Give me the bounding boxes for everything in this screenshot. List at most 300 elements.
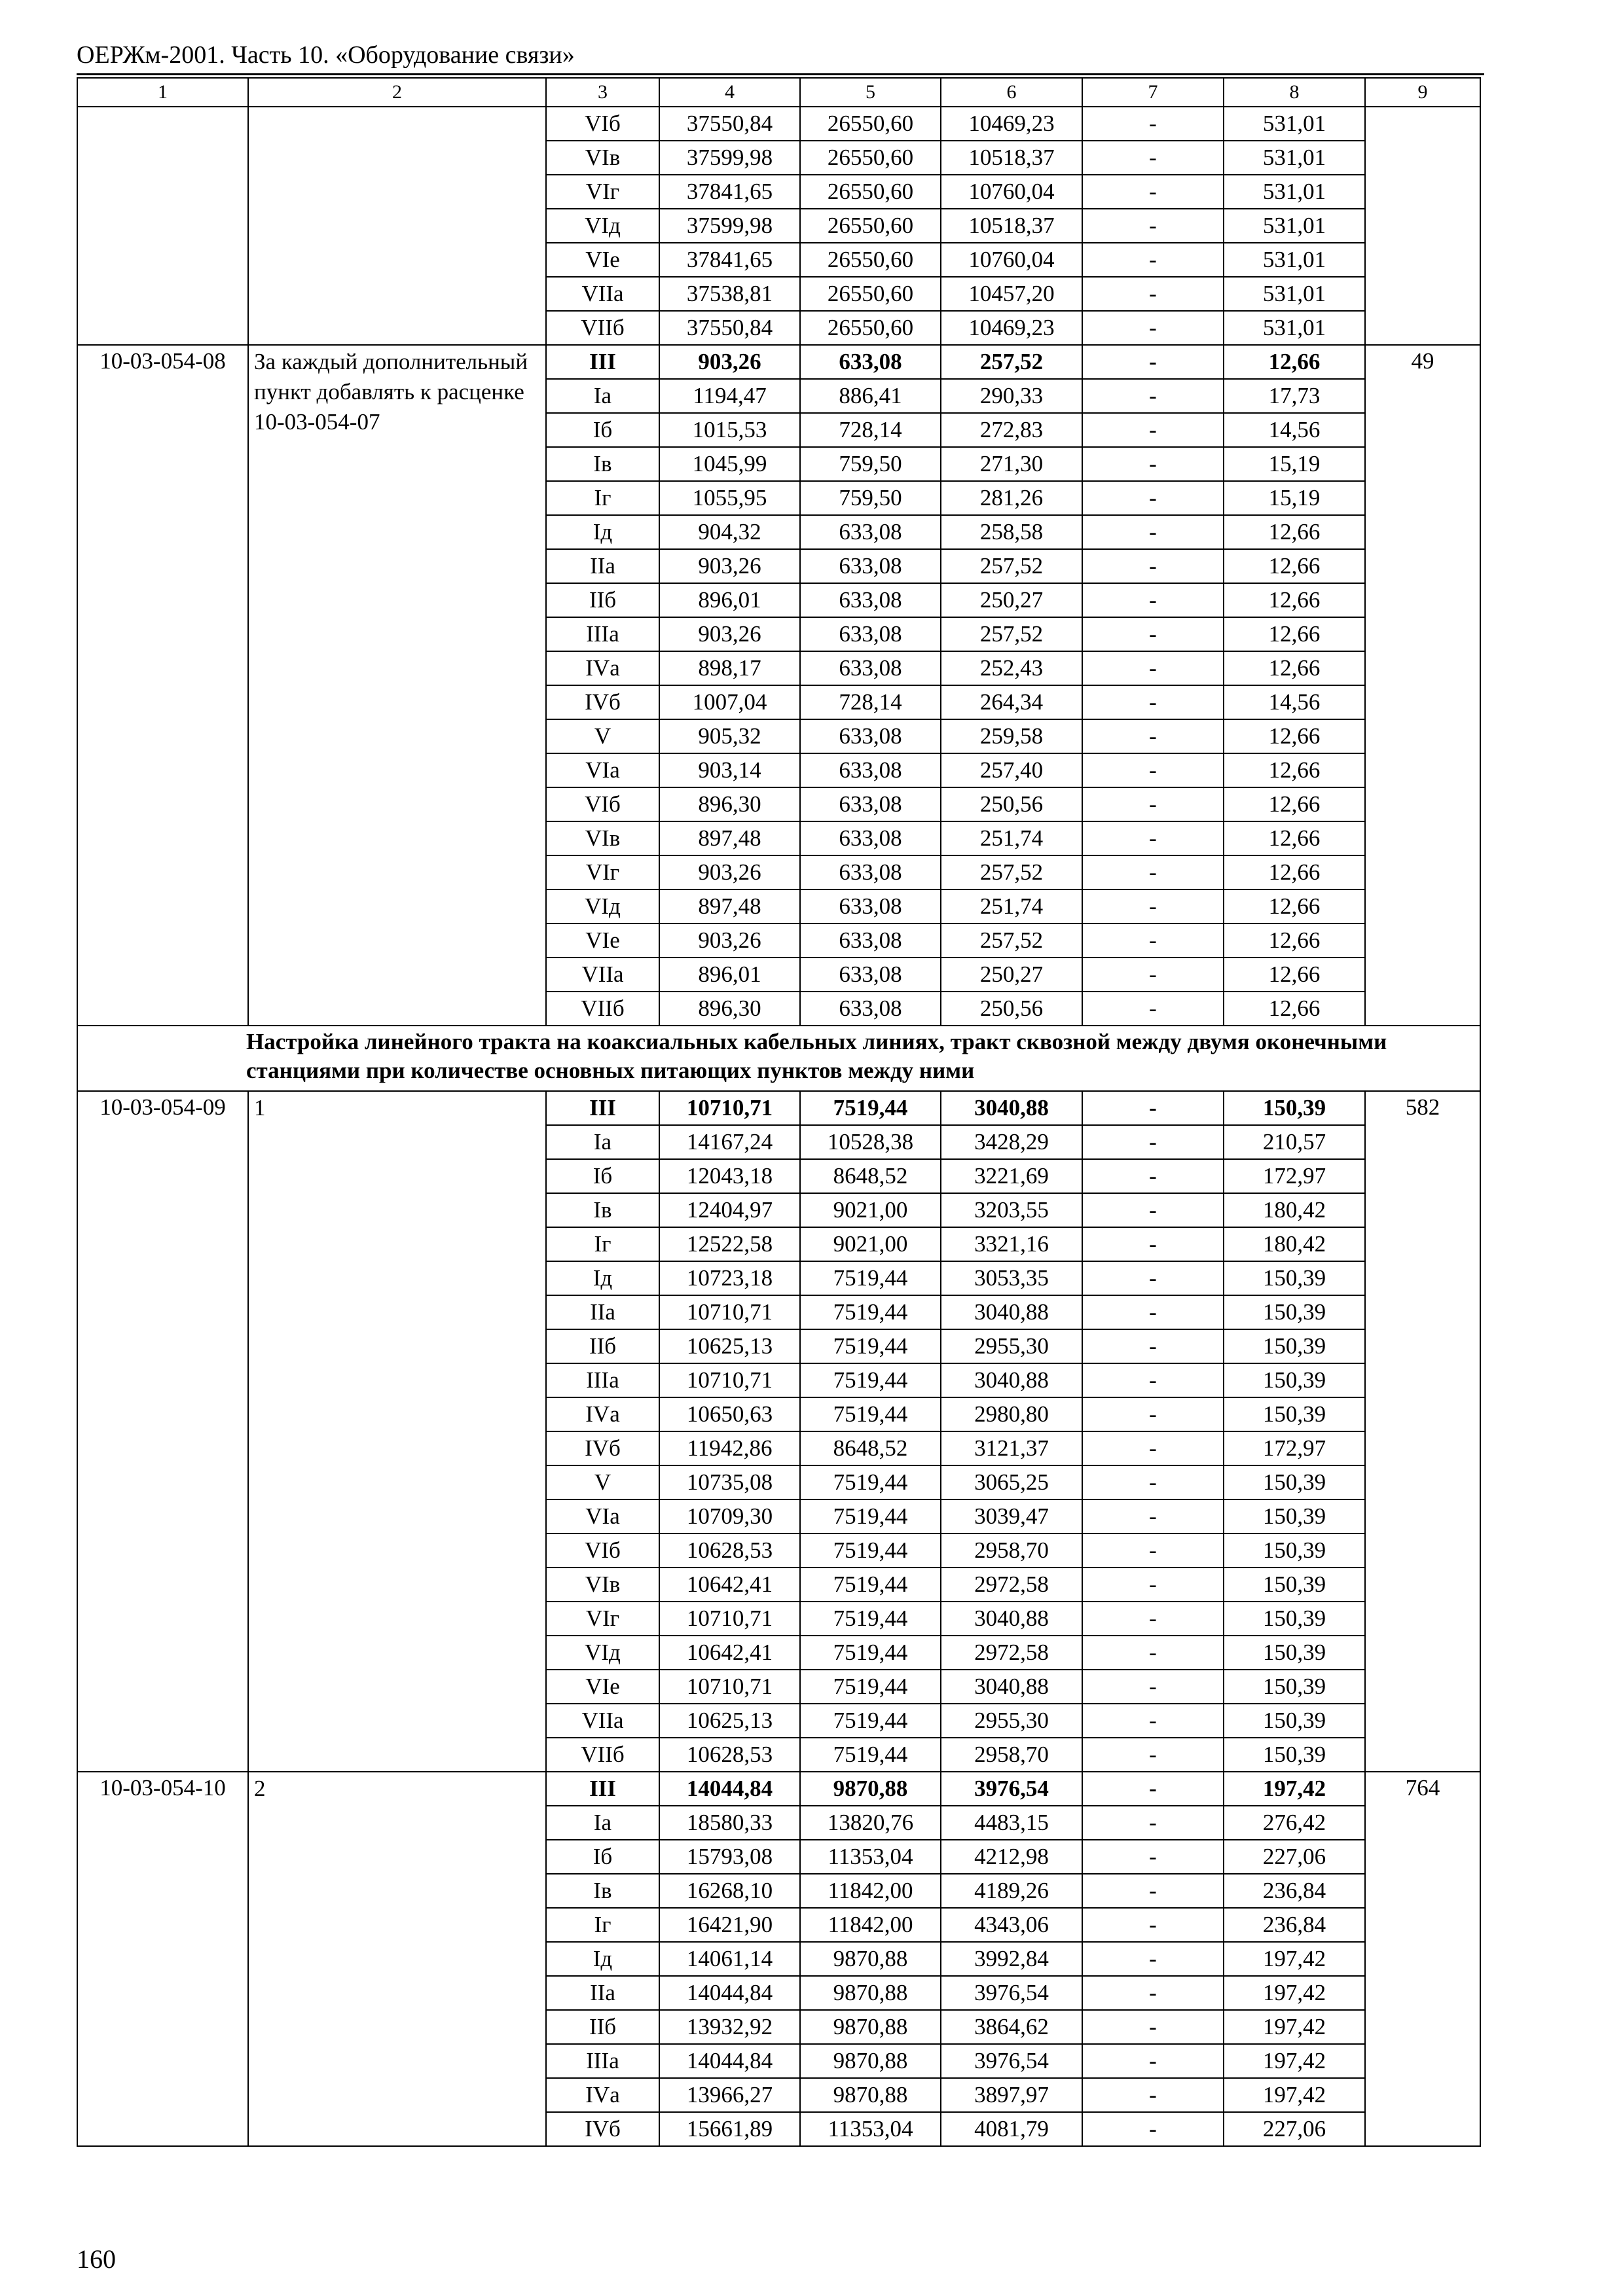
total-cost-cell: 903,26 — [659, 924, 800, 958]
region-code-cell: Iа — [546, 1125, 659, 1159]
region-code-cell: VIг — [546, 855, 659, 889]
machine-cost-cell: 3040,88 — [941, 1091, 1082, 1125]
materials-cell: 172,97 — [1224, 1159, 1365, 1193]
region-code-cell: III — [546, 345, 659, 379]
wages-cell: 13820,76 — [800, 1806, 941, 1840]
machine-cost-cell: 2980,80 — [941, 1397, 1082, 1431]
region-code-cell: Iб — [546, 413, 659, 447]
machine-cost-cell: 10518,37 — [941, 141, 1082, 175]
materials-cell: 15,19 — [1224, 447, 1365, 481]
machine-cost-cell: 250,56 — [941, 787, 1082, 821]
total-cost-cell: 1194,47 — [659, 379, 800, 413]
materials-cell: 150,39 — [1224, 1568, 1365, 1602]
incl-drivers-wage-cell: - — [1082, 958, 1224, 992]
region-code-cell: VIв — [546, 1568, 659, 1602]
rates-table — [77, 77, 1481, 2147]
region-code-cell: VIб — [546, 107, 659, 141]
wages-cell: 9870,88 — [800, 1772, 941, 1806]
machine-cost-cell: 4343,06 — [941, 1908, 1082, 1942]
region-code-cell: VIIб — [546, 1738, 659, 1772]
machine-cost-cell: 3428,29 — [941, 1125, 1082, 1159]
region-code-cell: VIа — [546, 753, 659, 787]
wages-cell: 7519,44 — [800, 1397, 941, 1431]
wages-cell: 26550,60 — [800, 175, 941, 209]
machine-cost-cell: 2955,30 — [941, 1329, 1082, 1363]
region-code-cell: VIв — [546, 821, 659, 855]
materials-cell: 14,56 — [1224, 413, 1365, 447]
total-cost-cell: 10710,71 — [659, 1670, 800, 1704]
wages-cell: 9870,88 — [800, 2010, 941, 2044]
description-cell: За каждый дополнительный пункт добавлять к расценке 10-03-054-07 — [248, 345, 546, 1026]
materials-cell: 150,39 — [1224, 1636, 1365, 1670]
col9-cell: 49 — [1365, 345, 1480, 1026]
wages-cell: 633,08 — [800, 821, 941, 855]
incl-drivers-wage-cell: - — [1082, 277, 1224, 311]
wages-cell: 759,50 — [800, 481, 941, 515]
total-cost-cell: 12404,97 — [659, 1193, 800, 1227]
incl-drivers-wage-cell: - — [1082, 1329, 1224, 1363]
region-code-cell: Iв — [546, 1874, 659, 1908]
wages-cell: 7519,44 — [800, 1534, 941, 1568]
materials-cell: 236,84 — [1224, 1874, 1365, 1908]
region-code-cell: IIб — [546, 583, 659, 617]
column-number-cell: 5 — [800, 78, 941, 107]
machine-cost-cell: 2958,70 — [941, 1738, 1082, 1772]
table-row — [77, 107, 1480, 141]
total-cost-cell: 18580,33 — [659, 1806, 800, 1840]
incl-drivers-wage-cell: - — [1082, 855, 1224, 889]
incl-drivers-wage-cell: - — [1082, 549, 1224, 583]
total-cost-cell: 896,01 — [659, 583, 800, 617]
materials-cell: 12,66 — [1224, 855, 1365, 889]
wages-cell: 7519,44 — [800, 1329, 941, 1363]
region-code-cell: IVб — [546, 2112, 659, 2146]
total-cost-cell: 10650,63 — [659, 1397, 800, 1431]
machine-cost-cell: 3864,62 — [941, 2010, 1082, 2044]
region-code-cell: IIб — [546, 2010, 659, 2044]
wages-cell: 8648,52 — [800, 1431, 941, 1465]
region-code-cell: VIе — [546, 243, 659, 277]
total-cost-cell: 10625,13 — [659, 1329, 800, 1363]
incl-drivers-wage-cell: - — [1082, 1431, 1224, 1465]
total-cost-cell: 10710,71 — [659, 1602, 800, 1636]
machine-cost-cell: 3065,25 — [941, 1465, 1082, 1499]
incl-drivers-wage-cell: - — [1082, 107, 1224, 141]
machine-cost-cell: 257,52 — [941, 617, 1082, 651]
total-cost-cell: 37599,98 — [659, 141, 800, 175]
materials-cell: 531,01 — [1224, 107, 1365, 141]
region-code-cell: VIIа — [546, 958, 659, 992]
total-cost-cell: 37841,65 — [659, 175, 800, 209]
incl-drivers-wage-cell: - — [1082, 1363, 1224, 1397]
wages-cell: 633,08 — [800, 549, 941, 583]
wages-cell: 9021,00 — [800, 1193, 941, 1227]
total-cost-cell: 14167,24 — [659, 1125, 800, 1159]
materials-cell: 12,66 — [1224, 651, 1365, 685]
region-code-cell: VIг — [546, 175, 659, 209]
total-cost-cell: 903,26 — [659, 617, 800, 651]
materials-cell: 12,66 — [1224, 583, 1365, 617]
region-code-cell: Iв — [546, 1193, 659, 1227]
incl-drivers-wage-cell: - — [1082, 1602, 1224, 1636]
machine-cost-cell: 4189,26 — [941, 1874, 1082, 1908]
wages-cell: 9021,00 — [800, 1227, 941, 1261]
incl-drivers-wage-cell: - — [1082, 1227, 1224, 1261]
machine-cost-cell: 2972,58 — [941, 1636, 1082, 1670]
wages-cell: 633,08 — [800, 992, 941, 1026]
incl-drivers-wage-cell: - — [1082, 2112, 1224, 2146]
column-number-cell: 3 — [546, 78, 659, 107]
materials-cell: 236,84 — [1224, 1908, 1365, 1942]
total-cost-cell: 13966,27 — [659, 2078, 800, 2112]
materials-cell: 150,39 — [1224, 1534, 1365, 1568]
region-code-cell: Iг — [546, 481, 659, 515]
incl-drivers-wage-cell: - — [1082, 1091, 1224, 1125]
machine-cost-cell: 3976,54 — [941, 2044, 1082, 2078]
incl-drivers-wage-cell: - — [1082, 1704, 1224, 1738]
region-code-cell: VIд — [546, 209, 659, 243]
description-cell — [248, 107, 546, 345]
incl-drivers-wage-cell: - — [1082, 1125, 1224, 1159]
wages-cell: 7519,44 — [800, 1636, 941, 1670]
incl-drivers-wage-cell: - — [1082, 1670, 1224, 1704]
incl-drivers-wage-cell: - — [1082, 1159, 1224, 1193]
incl-drivers-wage-cell: - — [1082, 617, 1224, 651]
total-cost-cell: 12522,58 — [659, 1227, 800, 1261]
machine-cost-cell: 252,43 — [941, 651, 1082, 685]
machine-cost-cell: 258,58 — [941, 515, 1082, 549]
materials-cell: 150,39 — [1224, 1261, 1365, 1295]
machine-cost-cell: 3121,37 — [941, 1431, 1082, 1465]
machine-cost-cell: 259,58 — [941, 719, 1082, 753]
page-number: 160 — [77, 2244, 116, 2274]
incl-drivers-wage-cell: - — [1082, 889, 1224, 924]
incl-drivers-wage-cell: - — [1082, 413, 1224, 447]
column-number-cell: 7 — [1082, 78, 1224, 107]
region-code-cell: IVа — [546, 651, 659, 685]
wages-cell: 8648,52 — [800, 1159, 941, 1193]
region-code-cell: VIб — [546, 787, 659, 821]
region-code-cell: IVа — [546, 1397, 659, 1431]
incl-drivers-wage-cell: - — [1082, 1908, 1224, 1942]
region-code-cell: Iд — [546, 1942, 659, 1976]
table-row — [77, 1091, 1480, 1125]
machine-cost-cell: 257,52 — [941, 345, 1082, 379]
total-cost-cell: 16421,90 — [659, 1908, 800, 1942]
machine-cost-cell: 10760,04 — [941, 243, 1082, 277]
code-cell — [77, 107, 248, 345]
total-cost-cell: 12043,18 — [659, 1159, 800, 1193]
wages-cell: 633,08 — [800, 753, 941, 787]
total-cost-cell: 903,14 — [659, 753, 800, 787]
region-code-cell: VIIб — [546, 992, 659, 1026]
total-cost-cell: 14044,84 — [659, 1772, 800, 1806]
region-code-cell: III — [546, 1772, 659, 1806]
machine-cost-cell: 3040,88 — [941, 1602, 1082, 1636]
total-cost-cell: 10628,53 — [659, 1738, 800, 1772]
total-cost-cell: 13932,92 — [659, 2010, 800, 2044]
column-number-cell: 2 — [248, 78, 546, 107]
materials-cell: 12,66 — [1224, 753, 1365, 787]
wages-cell: 26550,60 — [800, 107, 941, 141]
incl-drivers-wage-cell: - — [1082, 2044, 1224, 2078]
region-code-cell: IVб — [546, 1431, 659, 1465]
machine-cost-cell: 272,83 — [941, 413, 1082, 447]
machine-cost-cell: 3203,55 — [941, 1193, 1082, 1227]
total-cost-cell: 896,01 — [659, 958, 800, 992]
wages-cell: 7519,44 — [800, 1568, 941, 1602]
materials-cell: 531,01 — [1224, 141, 1365, 175]
incl-drivers-wage-cell: - — [1082, 175, 1224, 209]
wages-cell: 11842,00 — [800, 1874, 941, 1908]
materials-cell: 197,42 — [1224, 1976, 1365, 2010]
region-code-cell: IIа — [546, 1295, 659, 1329]
materials-cell: 197,42 — [1224, 1942, 1365, 1976]
total-cost-cell: 14061,14 — [659, 1942, 800, 1976]
machine-cost-cell: 257,40 — [941, 753, 1082, 787]
machine-cost-cell: 3976,54 — [941, 1772, 1082, 1806]
machine-cost-cell: 257,52 — [941, 855, 1082, 889]
materials-cell: 210,57 — [1224, 1125, 1365, 1159]
incl-drivers-wage-cell: - — [1082, 1465, 1224, 1499]
machine-cost-cell: 250,27 — [941, 583, 1082, 617]
incl-drivers-wage-cell: - — [1082, 719, 1224, 753]
table-row — [77, 345, 1480, 379]
incl-drivers-wage-cell: - — [1082, 1568, 1224, 1602]
section-title-row — [77, 1026, 1480, 1091]
incl-drivers-wage-cell: - — [1082, 345, 1224, 379]
wages-cell: 7519,44 — [800, 1295, 941, 1329]
wages-cell: 633,08 — [800, 515, 941, 549]
materials-cell: 150,39 — [1224, 1397, 1365, 1431]
incl-drivers-wage-cell: - — [1082, 1499, 1224, 1534]
total-cost-cell: 10710,71 — [659, 1363, 800, 1397]
total-cost-cell: 10625,13 — [659, 1704, 800, 1738]
code-cell: 10-03-054-09 — [77, 1091, 248, 1772]
total-cost-cell: 1055,95 — [659, 481, 800, 515]
machine-cost-cell: 2972,58 — [941, 1568, 1082, 1602]
materials-cell: 150,39 — [1224, 1465, 1365, 1499]
materials-cell: 531,01 — [1224, 175, 1365, 209]
region-code-cell: IIа — [546, 549, 659, 583]
wages-cell: 633,08 — [800, 889, 941, 924]
materials-cell: 12,66 — [1224, 924, 1365, 958]
wages-cell: 11842,00 — [800, 1908, 941, 1942]
region-code-cell: IVб — [546, 685, 659, 719]
region-code-cell: IIа — [546, 1976, 659, 2010]
materials-cell: 227,06 — [1224, 1840, 1365, 1874]
machine-cost-cell: 3040,88 — [941, 1670, 1082, 1704]
incl-drivers-wage-cell: - — [1082, 685, 1224, 719]
machine-cost-cell: 3040,88 — [941, 1363, 1082, 1397]
description-cell: 2 — [248, 1772, 546, 2146]
wages-cell: 633,08 — [800, 719, 941, 753]
wages-cell: 633,08 — [800, 855, 941, 889]
region-code-cell: Iд — [546, 1261, 659, 1295]
total-cost-cell: 897,48 — [659, 821, 800, 855]
machine-cost-cell: 2955,30 — [941, 1704, 1082, 1738]
machine-cost-cell: 10469,23 — [941, 107, 1082, 141]
region-code-cell: IIIа — [546, 617, 659, 651]
total-cost-cell: 1045,99 — [659, 447, 800, 481]
incl-drivers-wage-cell: - — [1082, 1806, 1224, 1840]
incl-drivers-wage-cell: - — [1082, 1772, 1224, 1806]
region-code-cell: IIб — [546, 1329, 659, 1363]
materials-cell: 197,42 — [1224, 2010, 1365, 2044]
table-row — [77, 1772, 1480, 1806]
machine-cost-cell: 251,74 — [941, 889, 1082, 924]
region-code-cell: III — [546, 1091, 659, 1125]
incl-drivers-wage-cell: - — [1082, 924, 1224, 958]
section-title: Настройка линейного тракта на коаксиальных кабельных линиях, тракт сквозной между двумя оконечными станциями при количестве основных питающих пунктов между ними — [77, 1026, 1480, 1091]
materials-cell: 531,01 — [1224, 311, 1365, 345]
materials-cell: 150,39 — [1224, 1738, 1365, 1772]
column-number-cell: 9 — [1365, 78, 1480, 107]
wages-cell: 26550,60 — [800, 243, 941, 277]
total-cost-cell: 10710,71 — [659, 1091, 800, 1125]
materials-cell: 531,01 — [1224, 209, 1365, 243]
materials-cell: 12,66 — [1224, 617, 1365, 651]
wages-cell: 633,08 — [800, 958, 941, 992]
incl-drivers-wage-cell: - — [1082, 1397, 1224, 1431]
region-code-cell: Iа — [546, 1806, 659, 1840]
materials-cell: 180,42 — [1224, 1193, 1365, 1227]
total-cost-cell: 10735,08 — [659, 1465, 800, 1499]
region-code-cell: V — [546, 1465, 659, 1499]
column-number-row — [77, 78, 1480, 107]
col9-cell: 764 — [1365, 1772, 1480, 2146]
incl-drivers-wage-cell: - — [1082, 1942, 1224, 1976]
machine-cost-cell: 281,26 — [941, 481, 1082, 515]
materials-cell: 12,66 — [1224, 958, 1365, 992]
materials-cell: 150,39 — [1224, 1329, 1365, 1363]
incl-drivers-wage-cell: - — [1082, 1295, 1224, 1329]
region-code-cell: V — [546, 719, 659, 753]
wages-cell: 759,50 — [800, 447, 941, 481]
total-cost-cell: 10642,41 — [659, 1568, 800, 1602]
wages-cell: 9870,88 — [800, 2078, 941, 2112]
wages-cell: 7519,44 — [800, 1602, 941, 1636]
wages-cell: 26550,60 — [800, 311, 941, 345]
wages-cell: 26550,60 — [800, 209, 941, 243]
region-code-cell: VIб — [546, 1534, 659, 1568]
total-cost-cell: 904,32 — [659, 515, 800, 549]
total-cost-cell: 1015,53 — [659, 413, 800, 447]
region-code-cell: IIIа — [546, 2044, 659, 2078]
total-cost-cell: 897,48 — [659, 889, 800, 924]
region-code-cell: IIIа — [546, 1363, 659, 1397]
incl-drivers-wage-cell: - — [1082, 992, 1224, 1026]
incl-drivers-wage-cell: - — [1082, 1636, 1224, 1670]
wages-cell: 9870,88 — [800, 1942, 941, 1976]
wages-cell: 26550,60 — [800, 277, 941, 311]
materials-cell: 15,19 — [1224, 481, 1365, 515]
materials-cell: 14,56 — [1224, 685, 1365, 719]
region-code-cell: VIд — [546, 1636, 659, 1670]
materials-cell: 150,39 — [1224, 1704, 1365, 1738]
materials-cell: 12,66 — [1224, 345, 1365, 379]
machine-cost-cell: 4081,79 — [941, 2112, 1082, 2146]
region-code-cell: Iа — [546, 379, 659, 413]
wages-cell: 728,14 — [800, 685, 941, 719]
region-code-cell: VIе — [546, 924, 659, 958]
column-number-cell: 8 — [1224, 78, 1365, 107]
region-code-cell: Iг — [546, 1908, 659, 1942]
incl-drivers-wage-cell: - — [1082, 209, 1224, 243]
machine-cost-cell: 10469,23 — [941, 311, 1082, 345]
wages-cell: 633,08 — [800, 345, 941, 379]
incl-drivers-wage-cell: - — [1082, 2010, 1224, 2044]
total-cost-cell: 10710,71 — [659, 1295, 800, 1329]
region-code-cell: Iд — [546, 515, 659, 549]
incl-drivers-wage-cell: - — [1082, 515, 1224, 549]
total-cost-cell: 37841,65 — [659, 243, 800, 277]
region-code-cell: VIе — [546, 1670, 659, 1704]
region-code-cell: VIв — [546, 141, 659, 175]
wages-cell: 886,41 — [800, 379, 941, 413]
wages-cell: 7519,44 — [800, 1261, 941, 1295]
code-cell: 10-03-054-10 — [77, 1772, 248, 2146]
machine-cost-cell: 10457,20 — [941, 277, 1082, 311]
machine-cost-cell: 3897,97 — [941, 2078, 1082, 2112]
total-cost-cell: 15661,89 — [659, 2112, 800, 2146]
wages-cell: 633,08 — [800, 924, 941, 958]
total-cost-cell: 15793,08 — [659, 1840, 800, 1874]
machine-cost-cell: 3321,16 — [941, 1227, 1082, 1261]
total-cost-cell: 903,26 — [659, 855, 800, 889]
incl-drivers-wage-cell: - — [1082, 583, 1224, 617]
machine-cost-cell: 3221,69 — [941, 1159, 1082, 1193]
incl-drivers-wage-cell: - — [1082, 651, 1224, 685]
materials-cell: 227,06 — [1224, 2112, 1365, 2146]
incl-drivers-wage-cell: - — [1082, 1874, 1224, 1908]
region-code-cell: Iб — [546, 1840, 659, 1874]
machine-cost-cell: 4212,98 — [941, 1840, 1082, 1874]
machine-cost-cell: 10518,37 — [941, 209, 1082, 243]
total-cost-cell: 898,17 — [659, 651, 800, 685]
region-code-cell: VIг — [546, 1602, 659, 1636]
total-cost-cell: 10642,41 — [659, 1636, 800, 1670]
total-cost-cell: 10628,53 — [659, 1534, 800, 1568]
materials-cell: 197,42 — [1224, 2044, 1365, 2078]
materials-cell: 12,66 — [1224, 787, 1365, 821]
region-code-cell: VIIа — [546, 277, 659, 311]
region-code-cell: VIа — [546, 1499, 659, 1534]
region-code-cell: IVа — [546, 2078, 659, 2112]
wages-cell: 633,08 — [800, 617, 941, 651]
region-code-cell: VIIб — [546, 311, 659, 345]
incl-drivers-wage-cell: - — [1082, 311, 1224, 345]
region-code-cell: Iг — [546, 1227, 659, 1261]
materials-cell: 276,42 — [1224, 1806, 1365, 1840]
wages-cell: 26550,60 — [800, 141, 941, 175]
materials-cell: 197,42 — [1224, 2078, 1365, 2112]
machine-cost-cell: 250,56 — [941, 992, 1082, 1026]
materials-cell: 150,39 — [1224, 1602, 1365, 1636]
wages-cell: 11353,04 — [800, 1840, 941, 1874]
machine-cost-cell: 290,33 — [941, 379, 1082, 413]
wages-cell: 7519,44 — [800, 1670, 941, 1704]
machine-cost-cell: 3976,54 — [941, 1976, 1082, 2010]
materials-cell: 197,42 — [1224, 1772, 1365, 1806]
incl-drivers-wage-cell: - — [1082, 243, 1224, 277]
incl-drivers-wage-cell: - — [1082, 2078, 1224, 2112]
wages-cell: 7519,44 — [800, 1738, 941, 1772]
total-cost-cell: 896,30 — [659, 992, 800, 1026]
materials-cell: 150,39 — [1224, 1363, 1365, 1397]
wages-cell: 633,08 — [800, 583, 941, 617]
materials-cell: 12,66 — [1224, 992, 1365, 1026]
